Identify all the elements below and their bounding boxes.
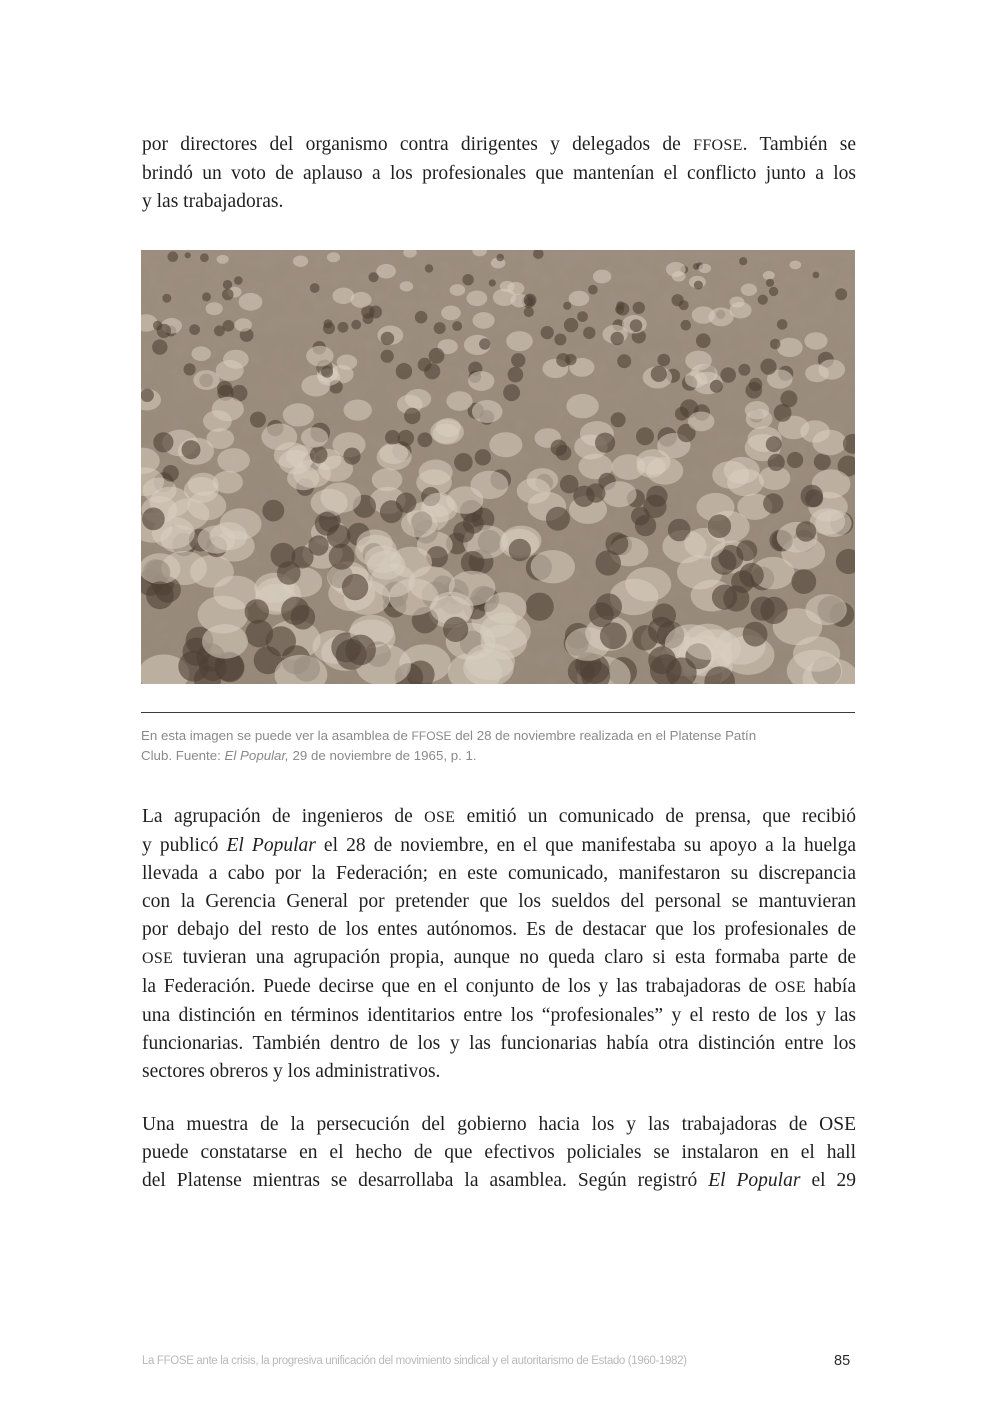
- photo-head-blob: [787, 452, 803, 468]
- photo-head-blob: [588, 285, 598, 295]
- photo-shirt-blob: [188, 473, 219, 496]
- photo-head-blob: [321, 366, 333, 378]
- photo-shirt-blob: [685, 371, 707, 388]
- photo-head-blob: [777, 319, 788, 330]
- photo-head-blob: [738, 364, 750, 376]
- photo-head-blob: [369, 306, 382, 319]
- photo-shirt-blob: [409, 566, 455, 601]
- text-line: brindó un voto de aplauso a los profesionales que mantenían el conflicto junto a los: [142, 163, 856, 184]
- photo-head-blob: [142, 508, 165, 531]
- photo-head-blob: [606, 532, 629, 555]
- photo-head-blob: [615, 305, 624, 314]
- photo-head-blob: [489, 279, 496, 286]
- photo-head-blob: [766, 436, 782, 452]
- text-line: y publicó El Popular el 28 de noviembre, en el que manifestaba su apoyo a la huelga: [142, 835, 857, 856]
- photo-head-blob: [343, 448, 360, 465]
- photo-shirt-blob: [351, 292, 372, 308]
- caption-divider: [141, 712, 855, 713]
- photo-head-blob: [617, 354, 631, 368]
- photo-shirt-blob: [466, 643, 515, 680]
- photo-head-blob: [381, 350, 394, 363]
- photo-head-blob: [503, 384, 520, 401]
- photo-head-blob: [675, 407, 689, 421]
- photo-shirt-blob: [472, 400, 503, 423]
- photo-head-blob: [184, 363, 196, 375]
- photo-head-blob: [281, 597, 309, 625]
- photo-head-blob: [189, 324, 200, 335]
- photo-head-blob: [310, 283, 320, 293]
- photo-head-blob: [222, 289, 234, 301]
- photo-head-blob: [630, 319, 643, 332]
- photo-shirt-blob: [327, 252, 340, 262]
- photo-head-blob: [554, 334, 566, 346]
- photo-shirt-blob: [709, 308, 734, 327]
- photo-shirt-blob: [141, 553, 181, 584]
- photo-head-blob: [381, 332, 395, 346]
- photo-head-blob: [315, 512, 339, 536]
- text-line: funcionarias. También dentro de los y las funcionarias había otra distinción entre los: [142, 1033, 856, 1054]
- photo-shirt-blob: [293, 256, 308, 267]
- photo-head-blob: [511, 353, 525, 367]
- photo-head-blob: [541, 326, 554, 339]
- photo-head-blob: [565, 354, 576, 365]
- text-line: Una muestra de la persecución del gobierno hacia los y las trabajadoras de OSE: [142, 1114, 856, 1135]
- photo-head-blob: [633, 625, 658, 650]
- photo-head-blob: [336, 639, 367, 670]
- caption-line: En esta imagen se puede ver la asamblea de FFOSE del 28 de noviembre realizada en el Platense Patín: [141, 728, 757, 743]
- photo-shirt-blob: [763, 271, 775, 280]
- photo-head-blob: [564, 318, 578, 332]
- photo-shirt-blob: [500, 281, 515, 292]
- photo-head-blob: [774, 404, 792, 422]
- photo-shirt-blob: [746, 409, 773, 429]
- photo-shirt-blob: [489, 432, 522, 457]
- text-line: del Platense mientras se desarrollaba la asamblea. Según registró El Popular el 29: [142, 1170, 857, 1191]
- photo-head-blob: [308, 535, 328, 555]
- photo-head-blob: [152, 339, 167, 354]
- photo-shirt-blob: [805, 594, 846, 625]
- photo-shirt-blob: [593, 270, 611, 284]
- photo-head-blob: [758, 295, 768, 305]
- photo-shirt-blob: [467, 291, 488, 307]
- photo-shirt-blob: [527, 468, 559, 492]
- photo-head-blob: [398, 430, 414, 446]
- photo-shirt-blob: [790, 261, 802, 270]
- photo-shirt-blob: [684, 624, 732, 660]
- photo-head-blob: [751, 597, 775, 621]
- photo-head-blob: [162, 465, 179, 482]
- photo-head-blob: [770, 339, 781, 350]
- photo-head-blob: [496, 254, 504, 262]
- photo-shirt-blob: [777, 338, 803, 357]
- photo-shirt-blob: [646, 457, 683, 485]
- photo-head-blob: [586, 483, 605, 502]
- photo-head-blob: [509, 539, 531, 561]
- photo-head-blob: [524, 307, 534, 317]
- photo-shirt-blob: [377, 444, 412, 470]
- text-line: por directores del organismo contra dirigentes y delegados de FFOSE. También se: [142, 134, 856, 155]
- photo-shirt-blob: [206, 428, 234, 449]
- text-line: con la Gerencia General por pretender que los sueldos del personal se mantuvieran: [142, 891, 856, 912]
- photo-shirt-blob: [531, 550, 575, 583]
- photo-head-blob: [769, 287, 778, 296]
- photo-head-blob: [277, 561, 301, 585]
- photo-shirt-blob: [793, 636, 840, 671]
- photo-head-blob: [245, 599, 269, 623]
- photo-shirt-blob: [804, 332, 827, 349]
- photo-head-blob: [479, 338, 490, 349]
- photo-head-blob: [643, 495, 666, 518]
- photo-head-blob: [694, 281, 703, 290]
- acronym: FFOSE: [693, 137, 743, 154]
- paragraph-3: [142, 1111, 856, 1195]
- photo-head-blob: [182, 440, 201, 459]
- photo-shirt-blob: [699, 264, 712, 273]
- photo-head-blob: [185, 252, 191, 258]
- photo-head-blob: [202, 292, 211, 301]
- photo-shirt-blob: [449, 571, 496, 606]
- photo-head-blob: [739, 563, 764, 588]
- photo-shirt-blob: [202, 624, 248, 659]
- photo-head-blob: [351, 320, 361, 330]
- photo-head-blob: [813, 272, 820, 279]
- photo-head-blob: [404, 408, 420, 424]
- photo-head-blob: [679, 300, 689, 310]
- photo-head-blob: [418, 358, 432, 372]
- photo-shirt-blob: [344, 400, 372, 421]
- photo-head-blob: [708, 514, 732, 538]
- photo-head-blob: [766, 279, 774, 287]
- photo-head-blob: [338, 322, 349, 333]
- photo-shirt-blob: [569, 291, 590, 306]
- photo-shirt-blob: [419, 460, 453, 486]
- photo-shirt-blob: [450, 284, 466, 296]
- photo-head-blob: [546, 507, 570, 531]
- photo-head-blob: [434, 322, 446, 334]
- photo-head-blob: [635, 515, 656, 536]
- photo-shirt-blob: [216, 360, 244, 381]
- assembly-photo: [141, 250, 855, 684]
- text-line: sectores obreros y los administrativos.: [142, 1061, 441, 1082]
- photo-head-blob: [720, 367, 736, 383]
- photo-head-blob: [329, 544, 355, 570]
- photo-head-blob: [525, 297, 534, 306]
- photo-head-blob: [763, 493, 783, 513]
- photo-head-blob: [141, 389, 154, 402]
- photo-shirt-blob: [405, 389, 431, 409]
- photo-shirt-blob: [261, 424, 297, 451]
- photo-head-blob: [178, 651, 209, 682]
- photo-head-blob: [324, 319, 333, 328]
- photo-shirt-blob: [217, 448, 250, 472]
- photo-head-blob: [796, 521, 816, 541]
- photo-head-blob: [595, 433, 615, 453]
- photo-head-blob: [425, 264, 433, 272]
- photo-head-blob: [760, 359, 776, 375]
- photo-head-blob: [611, 332, 624, 345]
- photo-shirt-blob: [688, 412, 714, 432]
- photo-head-blob: [739, 257, 747, 265]
- photo-shirt-blob: [741, 284, 757, 296]
- photo-head-blob: [600, 622, 627, 649]
- photo-shirt-blob: [446, 391, 472, 411]
- paragraph-1: [142, 131, 856, 216]
- photo-shirt-blob: [812, 430, 846, 456]
- photo-head-blob: [577, 311, 588, 322]
- photo-shirt-blob: [287, 466, 319, 490]
- photo-head-blob: [234, 276, 243, 285]
- photo-shirt-blob: [191, 346, 211, 361]
- page-number: 85: [834, 1353, 851, 1369]
- figure-caption: [141, 726, 855, 766]
- photo-head-blob: [342, 574, 368, 600]
- photo-head-blob: [250, 412, 266, 428]
- photo-head-blob: [262, 500, 284, 522]
- photo-shirt-blob: [602, 481, 637, 507]
- photo-shirt-blob: [198, 525, 236, 553]
- photo-shirt-blob: [212, 397, 244, 421]
- photo-head-blob: [551, 440, 567, 456]
- photo-head-blob: [200, 253, 209, 262]
- photo-head-blob: [452, 321, 462, 331]
- text-line: por debajo del resto de los entes autónomos. Es de destacar que los profesionales de: [142, 919, 856, 940]
- photo-shirt-blob: [372, 468, 403, 491]
- photo-head-blob: [418, 432, 433, 447]
- photo-head-blob: [223, 280, 232, 289]
- photo-head-blob: [157, 324, 171, 338]
- caption-line: Club. Fuente: El Popular, 29 de noviembre de 1965, p. 1.: [141, 748, 477, 763]
- photo-shirt-blob: [441, 306, 461, 321]
- photo-head-blob: [658, 354, 671, 367]
- photo-shirt-blob: [217, 255, 229, 264]
- running-footer-title: La FFOSE ante la crisis, la progresiva unificación del movimiento sindical y el autoritarismo de Estado (1960-1982): [142, 1355, 687, 1367]
- photo-shirt-blob: [724, 457, 760, 484]
- photo-head-blob: [681, 320, 692, 331]
- text-line: la Federación. Puede decirse que en el conjunto de los y las trabajadoras de OSE había: [142, 976, 856, 997]
- photo-head-blob: [768, 454, 785, 471]
- photo-head-blob: [310, 446, 328, 464]
- photo-shirt-blob: [283, 403, 314, 426]
- photo-head-blob: [380, 500, 403, 523]
- photo-head-blob: [214, 325, 225, 336]
- photo-head-blob: [153, 432, 173, 452]
- text-line: La agrupación de ingenieros de OSE emitió un comunicado de prensa, que recibió: [142, 806, 857, 827]
- photo-head-blob: [560, 475, 579, 494]
- photo-head-blob: [633, 302, 645, 314]
- photo-shirt-blob: [193, 370, 219, 390]
- photo-head-blob: [453, 521, 474, 542]
- photo-head-blob: [385, 430, 400, 445]
- photo-shirt-blob: [433, 424, 460, 444]
- photo-head-blob: [454, 453, 473, 472]
- text-line: y las trabajadoras.: [142, 191, 284, 212]
- photo-head-blob: [563, 302, 571, 310]
- photo-head-blob: [168, 251, 179, 262]
- photo-head-blob: [266, 626, 296, 656]
- photo-shirt-blob: [306, 346, 333, 367]
- photo-head-blob: [805, 489, 823, 507]
- photo-head-blob: [568, 658, 595, 684]
- photo-head-blob: [526, 593, 554, 621]
- photo-head-blob: [743, 622, 768, 647]
- photo-head-blob: [611, 412, 626, 427]
- photo-head-blob: [636, 427, 654, 445]
- photo-head-blob: [429, 348, 445, 364]
- photo-shirt-blob: [301, 427, 328, 447]
- text-line: OSE tuvieran una agrupación propia, aunque no queda claro si esta formaba parte de: [142, 947, 856, 968]
- photo-shirt-blob: [473, 312, 495, 329]
- photo-head-blob: [791, 569, 816, 594]
- photo-head-blob: [396, 363, 412, 379]
- photo-shirt-blob: [566, 394, 598, 418]
- photo-shirt-blob: [239, 293, 263, 311]
- photo-head-blob: [835, 288, 847, 300]
- photo-head-blob: [736, 540, 757, 561]
- photo-head-blob: [415, 311, 428, 324]
- photo-shirt-blob: [468, 371, 494, 391]
- photo-head-blob: [651, 366, 667, 382]
- text-line: puede constatarse en el hecho de que efectivos policiales se instalaron en el hall: [142, 1142, 856, 1163]
- photo-head-blob: [583, 327, 595, 339]
- photo-shirt-blob: [206, 302, 223, 315]
- photo-head-blob: [595, 593, 622, 620]
- photo-shirt-blob: [470, 471, 508, 499]
- photo-shirt-blob: [400, 281, 413, 291]
- photo-head-blob: [475, 449, 491, 465]
- photo-head-blob: [462, 274, 473, 285]
- photo-shirt-blob: [376, 264, 396, 279]
- photo-head-blob: [508, 367, 524, 383]
- photo-head-blob: [652, 603, 676, 627]
- text-line: llevada a cabo por la Federación; en este comunicado, manifestaron su discrepancia: [142, 863, 856, 884]
- photo-shirt-blob: [337, 355, 358, 370]
- paragraph-2: [142, 803, 856, 1086]
- text-line: una distinción en términos identitarios entre los “profesionales” y el resto de los y las: [142, 1005, 856, 1026]
- photo-head-blob: [162, 294, 171, 303]
- photo-head-blob: [746, 382, 763, 399]
- photo-shirt-blob: [235, 318, 252, 331]
- photo-shirt-blob: [506, 331, 533, 351]
- photo-shirt-blob: [805, 364, 829, 382]
- photo-head-blob: [443, 617, 468, 642]
- photo-head-blob: [814, 453, 831, 470]
- photo-shirt-blob: [672, 271, 686, 281]
- photo-head-blob: [146, 581, 174, 609]
- photo-head-blob: [696, 333, 711, 348]
- photo-head-blob: [710, 380, 723, 393]
